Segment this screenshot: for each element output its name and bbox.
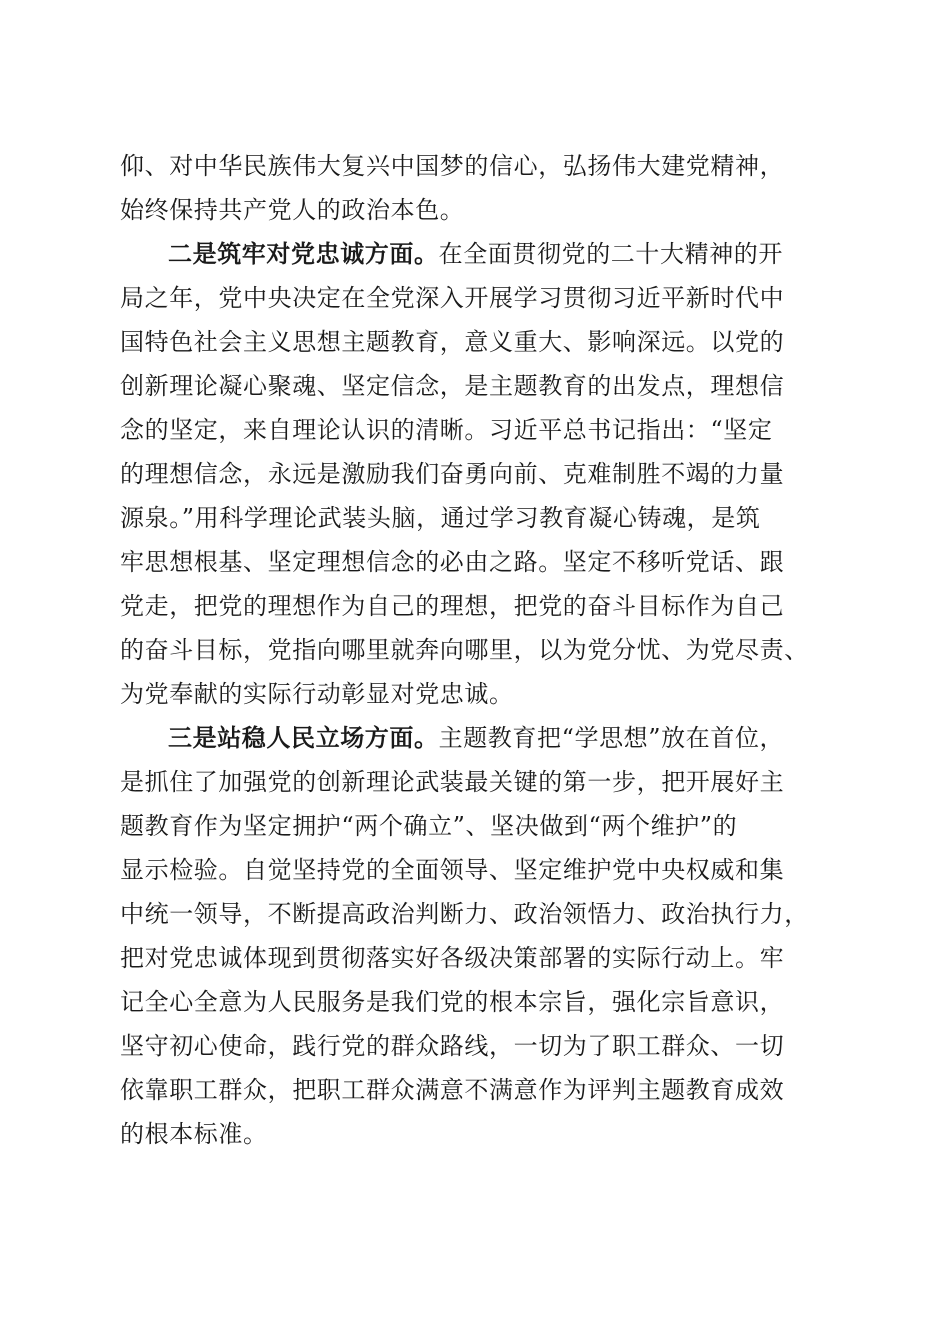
paragraph-3-line-1: [168, 720, 784, 756]
paragraph-2-lead: 二是筑牢对党忠诚方面。: [168, 239, 439, 268]
paragraph-2-line-9: 党走，把党的理想作为自己的理想，把党的奋斗目标作为自己: [120, 592, 785, 620]
paragraph-1-line-1: 仰、对中华民族伟大复兴中国梦的信心，弘扬伟大建党精神，: [120, 152, 785, 180]
paragraph-2-line-6: 的理想信念，永远是激励我们奋勇向前、克难制胜不竭的力量: [120, 460, 785, 488]
paragraph-3-line-1-text: 主题教育把“学思想”放在首位，: [438, 724, 785, 752]
paragraph-3-line-8: 坚守初心使命，践行党的群众路线，一切为了职工群众、一切: [120, 1032, 785, 1060]
paragraph-2-line-7: 源泉。”用科学理论武装头脑，通过学习教育凝心铸魂，是筑: [120, 504, 761, 532]
paragraph-3-line-6: 把对党忠诚体现到贯彻落实好各级决策部署的实际行动上。牢: [120, 944, 785, 972]
paragraph-2-line-3: 国特色社会主义思想主题教育，意义重大、影响深远。以党的: [120, 328, 785, 356]
paragraph-2-line-1-text: 在全面贯彻党的二十大精神的开: [438, 240, 784, 268]
paragraph-3-lead: 三是站稳人民立场方面。: [168, 723, 439, 752]
paragraph-3-line-5: 中统一领导，不断提高政治判断力、政治领悟力、政治执行力，: [120, 900, 809, 928]
paragraph-3-line-7: 记全心全意为人民服务是我们党的根本宗旨，强化宗旨意识，: [120, 988, 785, 1016]
paragraph-3-line-9: 依靠职工群众，把职工群众满意不满意作为评判主题教育成效: [120, 1076, 785, 1104]
paragraph-3-line-10: 的根本标准。: [120, 1120, 268, 1148]
paragraph-3-line-3: 题教育作为坚定拥护“两个确立”、坚决做到“两个维护”的: [120, 812, 738, 840]
paragraph-2-line-5: 念的坚定，来自理论认识的清晰。习近平总书记指出：“坚定: [120, 416, 773, 444]
paragraph-2-line-10: 的奋斗目标，党指向哪里就奔向哪里，以为党分忧、为党尽责、: [120, 636, 809, 664]
paragraph-2-line-2: 局之年，党中央决定在全党深入开展学习贯彻习近平新时代中: [120, 284, 785, 312]
paragraph-2-line-11: 为党奉献的实际行动彰显对党忠诚。: [120, 680, 514, 708]
paragraph-1-line-2: 始终保持共产党人的政治本色。: [120, 196, 465, 224]
paragraph-3-line-4: 显示检验。自觉坚持党的全面领导、坚定维护党中央权威和集: [120, 856, 785, 884]
paragraph-2-line-1: [168, 236, 783, 272]
paragraph-2-line-8: 牢思想根基、坚定理想信念的必由之路。坚定不移听党话、跟: [120, 548, 785, 576]
paragraph-2-line-4: 创新理论凝心聚魂、坚定信念，是主题教育的出发点，理想信: [120, 372, 785, 400]
paragraph-3-line-2: 是抓住了加强党的创新理论武装最关键的第一步，把开展好主: [120, 768, 785, 796]
